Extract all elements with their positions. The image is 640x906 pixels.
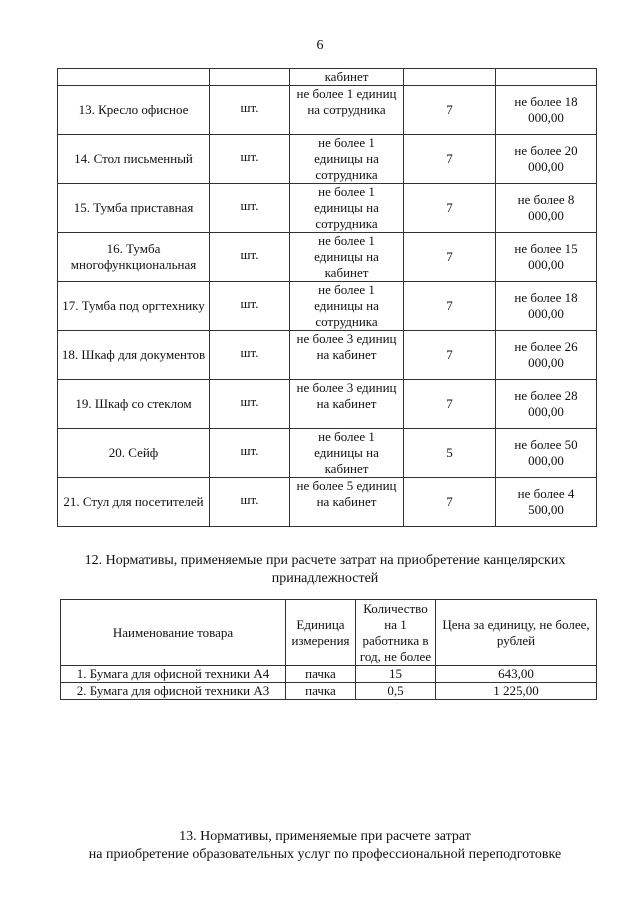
table-row <box>58 478 597 527</box>
table-cell-name: 16. Тумба многофункциональная <box>58 233 210 282</box>
table-cell-unit: пачка <box>286 666 356 683</box>
table-cell-years: 7 <box>404 478 496 527</box>
table-cell-unit: шт. <box>210 184 290 233</box>
furniture-norms-table <box>57 68 597 527</box>
table-cell-years: 7 <box>404 86 496 135</box>
table-cell-name: 20. Сейф <box>58 429 210 478</box>
table-cell-price: не более 18 000,00 <box>496 282 597 331</box>
table-cell-unit: пачка <box>286 683 356 700</box>
table-cell-norm: не более 5 единиц на кабинет <box>290 478 404 527</box>
table-row <box>58 429 597 478</box>
table-cell-norm: не более 1 единиц на сотрудника <box>290 86 404 135</box>
table-cell-price: 643,00 <box>436 666 597 683</box>
header-name: Наименование товара <box>61 600 286 666</box>
table-row-partial <box>58 69 597 86</box>
table-cell-years: 7 <box>404 331 496 380</box>
header-price: Цена за единицу, не более, рублей <box>436 600 597 666</box>
table-cell-norm: не более 3 единиц на кабинет <box>290 331 404 380</box>
table-cell-unit: шт. <box>210 86 290 135</box>
section-13-line2: на приобретение образовательных услуг по профессиональной переподготовке <box>88 847 562 862</box>
table-cell-price: не более 50 000,00 <box>496 429 597 478</box>
table-cell-qty: 0,5 <box>356 683 436 700</box>
table-cell-years <box>404 69 496 86</box>
table-cell-unit: шт. <box>210 282 290 331</box>
table-cell-name <box>58 69 210 86</box>
table-cell-name: 19. Шкаф со стеклом <box>58 380 210 429</box>
table-cell-unit: шт. <box>210 331 290 380</box>
table-cell-price: не более 28 000,00 <box>496 380 597 429</box>
table-cell-qty: 15 <box>356 666 436 683</box>
table-cell-years: 5 <box>404 429 496 478</box>
table-cell-price: не более 4 500,00 <box>496 478 597 527</box>
table-row <box>58 282 597 331</box>
header-unit: Единица измерения <box>286 600 356 666</box>
table-cell-norm: не более 1 единицы на кабинет <box>290 429 404 478</box>
table-row <box>61 683 597 700</box>
table-cell-norm: не более 1 единицы на сотрудника <box>290 282 404 331</box>
stationery-norms-table <box>60 599 597 700</box>
table-row <box>58 380 597 429</box>
table-cell-years: 7 <box>404 135 496 184</box>
table-cell-price: не более 18 000,00 <box>496 86 597 135</box>
section-13-line1: 13. Нормативы, применяемые при расчете затрат <box>179 829 471 844</box>
table-cell-norm: не более 1 единицы на сотрудника <box>290 135 404 184</box>
table-row <box>58 184 597 233</box>
table-cell-unit: шт. <box>210 380 290 429</box>
table-cell-unit: шт. <box>210 478 290 527</box>
table-cell-name: 14. Стол письменный <box>58 135 210 184</box>
table-cell-norm: не более 3 единиц на кабинет <box>290 380 404 429</box>
table-cell-years: 7 <box>404 380 496 429</box>
table-cell-price: не более 26 000,00 <box>496 331 597 380</box>
table-cell-name: 2. Бумага для офисной техники А3 <box>61 683 286 700</box>
table-cell-name: 1. Бумага для офисной техники А4 <box>61 666 286 683</box>
table-cell-unit: шт. <box>210 135 290 184</box>
table-header-row <box>61 600 597 666</box>
table-cell-years: 7 <box>404 233 496 282</box>
table-cell-price: 1 225,00 <box>436 683 597 700</box>
table-cell-price: не более 15 000,00 <box>496 233 597 282</box>
page-number: 6 <box>316 38 324 53</box>
table-row <box>61 666 597 683</box>
table-cell-name: 17. Тумба под оргтехнику <box>58 282 210 331</box>
section-13-title <box>60 828 590 864</box>
table-cell-norm: не более 1 единицы на кабинет <box>290 233 404 282</box>
table-row <box>58 233 597 282</box>
table-cell-name: 21. Стул для посетителей <box>58 478 210 527</box>
section-12-title: 12. Нормативы, применяемые при расчете затрат на приобретение канцелярских принадлежностей <box>84 553 566 586</box>
table-row <box>58 135 597 184</box>
table-cell-unit: шт. <box>210 429 290 478</box>
table-cell-name: 15. Тумба приставная <box>58 184 210 233</box>
header-qty: Количество на 1 работника в год, не более <box>356 600 436 666</box>
table-cell-norm: кабинет <box>290 69 404 86</box>
table-cell-unit <box>210 69 290 86</box>
table-cell-years: 7 <box>404 282 496 331</box>
table-cell-name: 13. Кресло офисное <box>58 86 210 135</box>
table-cell-price: не более 20 000,00 <box>496 135 597 184</box>
table-cell-years: 7 <box>404 184 496 233</box>
table-row <box>58 86 597 135</box>
table-row <box>58 331 597 380</box>
table-cell-price: не более 8 000,00 <box>496 184 597 233</box>
table-cell-unit: шт. <box>210 233 290 282</box>
table-cell-name: 18. Шкаф для документов <box>58 331 210 380</box>
table-cell-norm: не более 1 единицы на сотрудника <box>290 184 404 233</box>
table-cell-price <box>496 69 597 86</box>
